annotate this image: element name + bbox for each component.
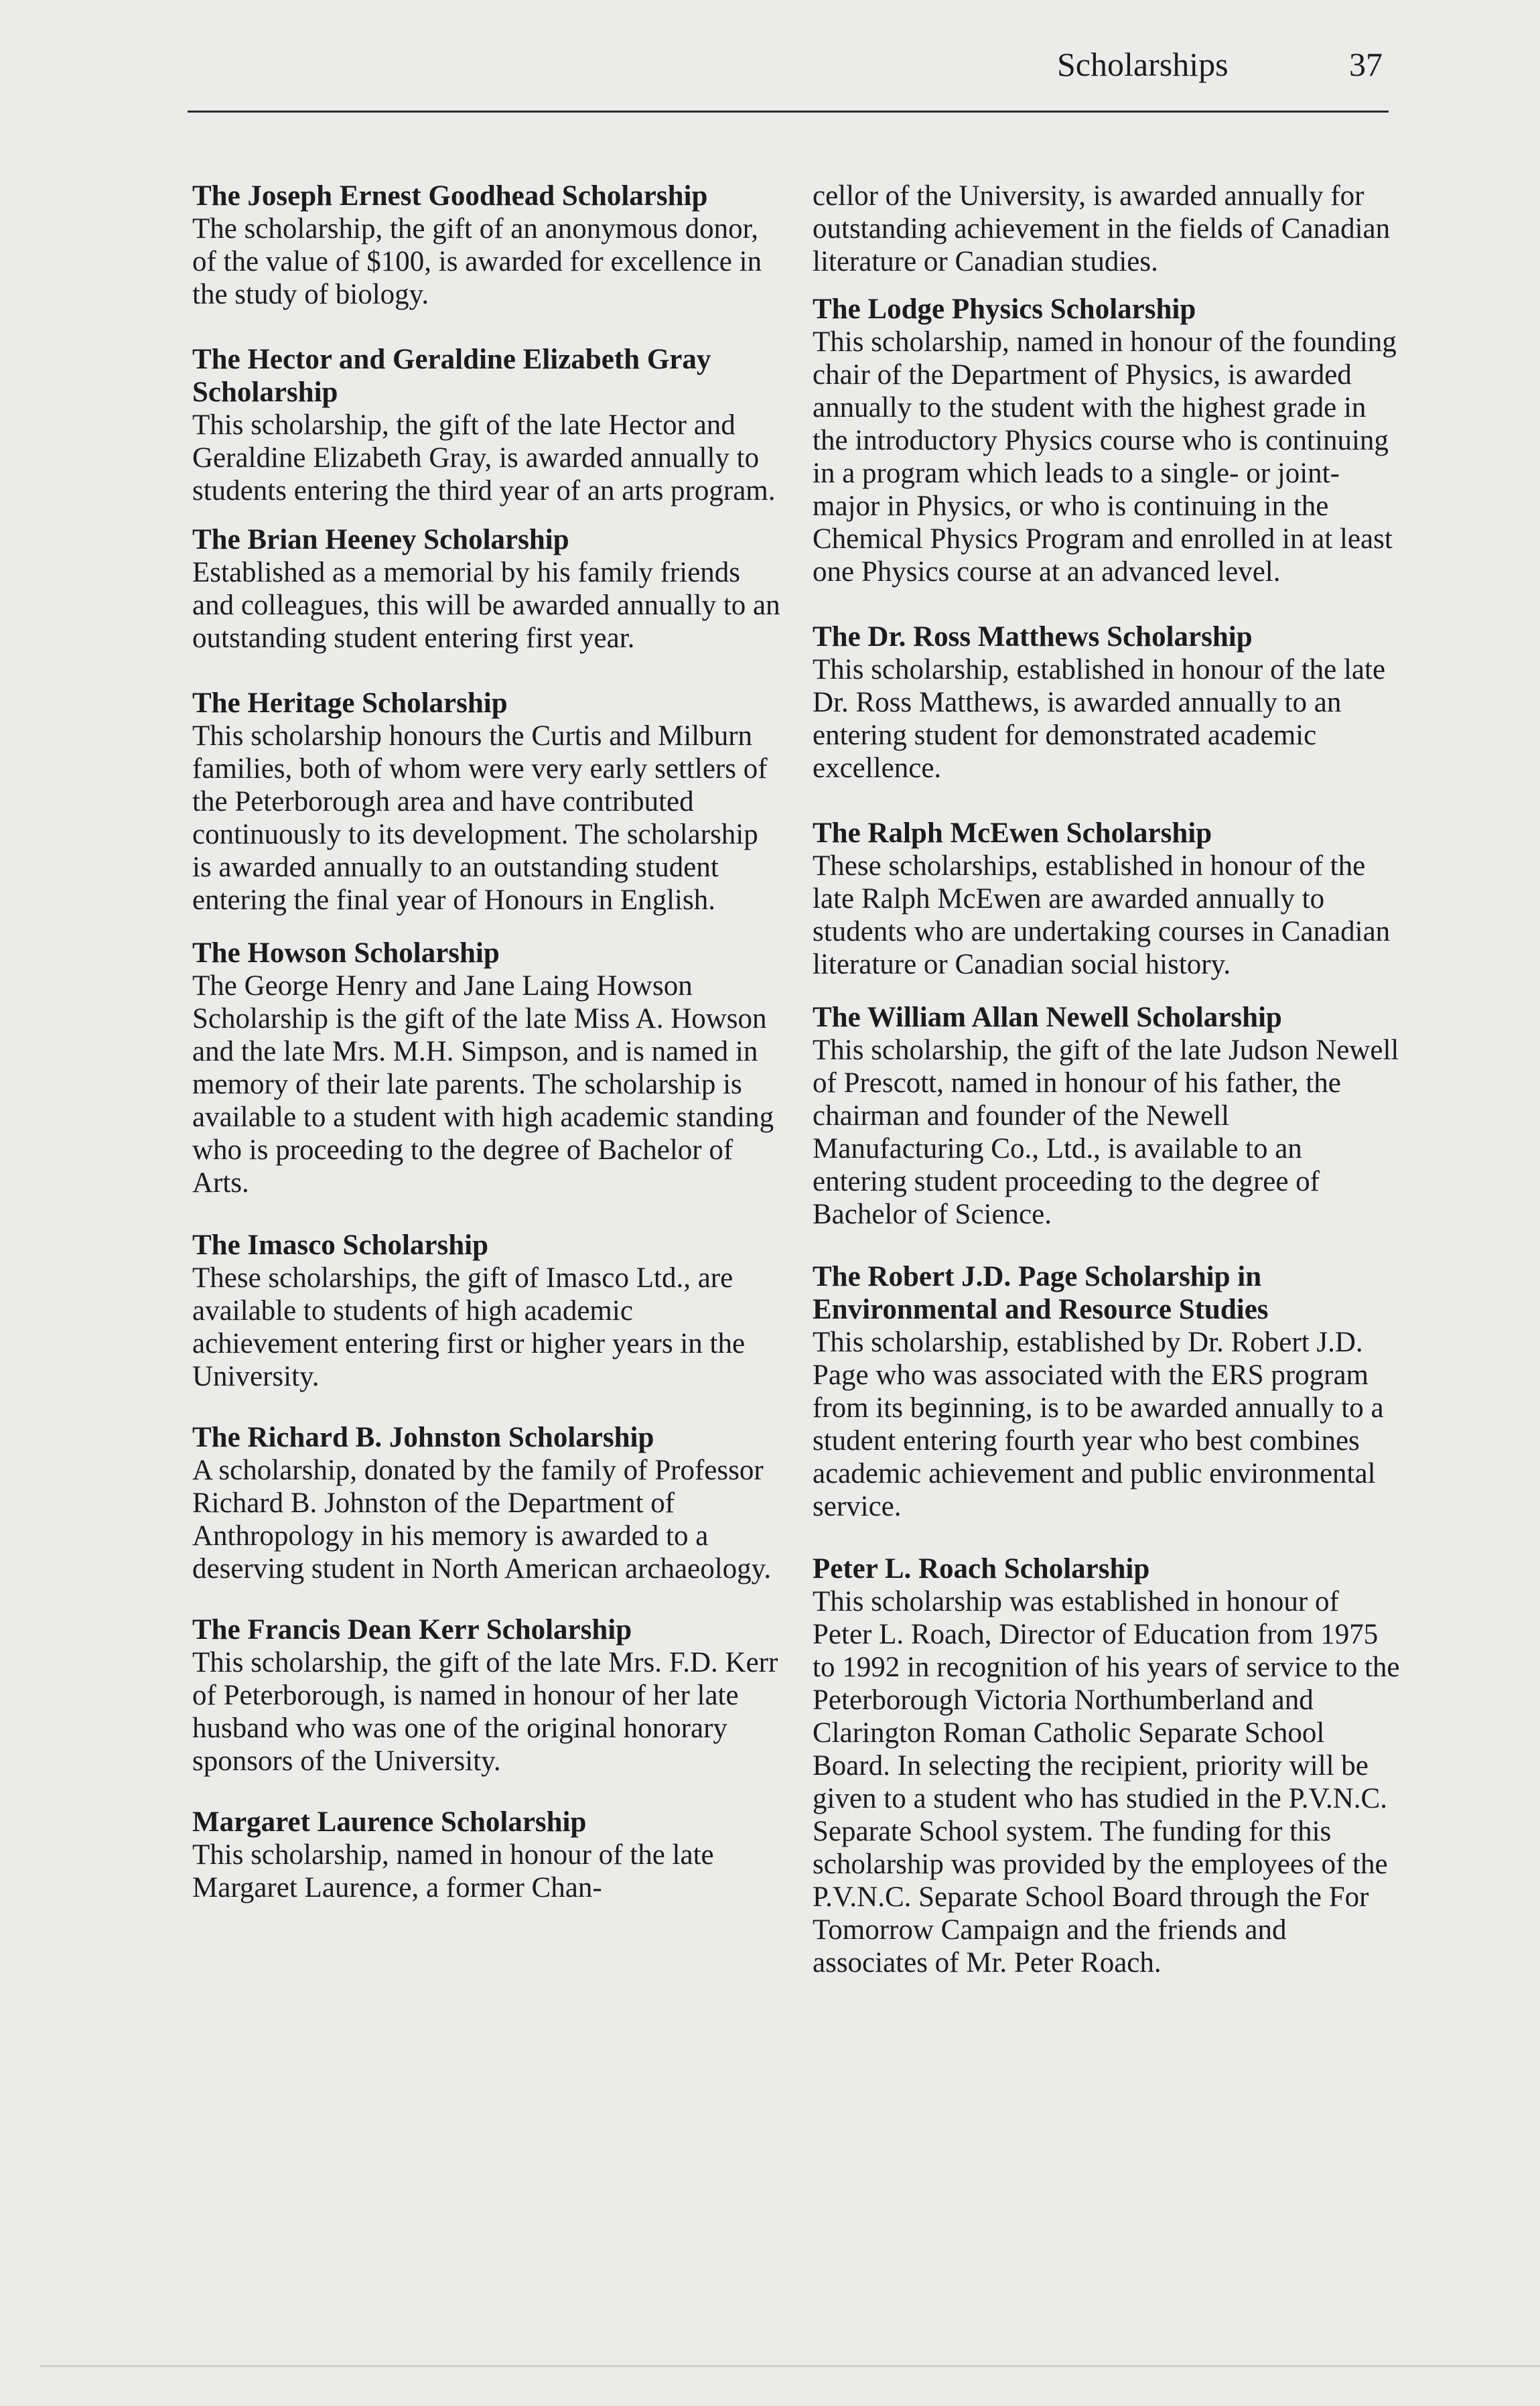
page-edge-line — [40, 2365, 1540, 2367]
scholarship-entry-imasco — [192, 1229, 782, 1393]
entry-title: The Hector and Geraldine Elizabeth Gray Scholarship — [192, 344, 711, 408]
entry-text: This scholarship, established in honour of the late Dr. Ross Matthews, is awarded annually to an entering student for demonstrated academic excellence. — [813, 654, 1386, 784]
scholarship-entry-lodge — [813, 293, 1402, 588]
entry-text: A scholarship, donated by the family of Professor Richard B. Johnston of the Department of Anthropology in his memory is awarded to a deserving student in North American archaeology. — [192, 1455, 772, 1585]
entry-text — [192, 1839, 782, 1904]
scholarship-entry-laurence — [192, 1806, 782, 1904]
entry-text: This scholarship, the gift of the late Mrs. F.D. Kerr of Peterborough, is named in honour of her late husband who was one of the original honorary sponsors of the University. — [192, 1647, 778, 1777]
entry-text: This scholarship, named in honour of the founding chair of the Department of Physics, is awarded annually to the student with the highest grade in the introductory Physics course who is continuing in a program which leads to a single- or joint-major in Physics, or who is continuing in the Chemical Physics Program and enrolled in at least one Physics course at an advanced level. — [813, 326, 1397, 588]
entry-text: This scholarship, the gift of the late Hector and Geraldine Elizabeth Gray, is awarded annually to students entering the third year of an arts program. — [192, 409, 776, 507]
entry-text-part-2: cellor of the University, is awarded annually for outstanding achievement in the fields of Canadian literature or Canadian studies. — [813, 180, 1391, 277]
entry-title: The Richard B. Johnston Scholarship — [192, 1422, 654, 1453]
scholarship-entry-johnston — [192, 1421, 782, 1585]
entry-text: The scholarship, the gift of an anonymous donor, of the value of $100, is awarded for excellence in the study of biology. — [192, 213, 762, 310]
page-number: 37 — [1349, 46, 1383, 83]
scholarship-entry-laurence-continued — [813, 180, 1402, 278]
entry-text: This scholarship was established in honour of Peter L. Roach, Director of Education from 1975 to 1992 in recognition of his years of service to the Peterborough Victoria Northumberland and Clarington Roman Catholic Separate School Board. In selecting the recipient, priority will be given to a student who has studied in the P.V.N.C. Separate School system. The funding for this scholarship was provided by the employees of the P.V.N.C. Separate School Board through the For Tomorrow Campaign and the friends and associates of Mr. Peter Roach. — [813, 1586, 1400, 1979]
entry-title: The Imasco Scholarship — [192, 1229, 489, 1261]
entry-title: Peter L. Roach Scholarship — [813, 1553, 1150, 1585]
right-column — [813, 180, 1402, 1979]
scholarship-entry-newell — [813, 1001, 1402, 1231]
entry-text: This scholarship, the gift of the late Judson Newell of Prescott, named in honour of his father, the chairman and founder of the Newell Manufacturing Co., Ltd., is available to an entering student proceeding to the degree of Bachelor of Science. — [813, 1034, 1399, 1230]
scholarship-entry-matthews — [813, 620, 1402, 785]
entry-title: The Howson Scholarship — [192, 937, 500, 969]
scholarship-entry-mcewen — [813, 817, 1402, 981]
entry-title: The William Allan Newell Scholarship — [813, 1002, 1282, 1033]
scholarship-entry-howson — [192, 937, 782, 1199]
entry-title: The Francis Dean Kerr Scholarship — [192, 1614, 632, 1646]
header-rule — [188, 111, 1389, 113]
entry-title: The Heritage Scholarship — [192, 687, 508, 719]
entry-text: These scholarships, established in honour of the late Ralph McEwen are awarded annually to students who are undertaking courses in Canadian literature or Canadian social history. — [813, 850, 1391, 980]
entry-title: Margaret Laurence Scholarship — [192, 1806, 587, 1838]
entry-text: Established as a memorial by his family friends and colleagues, this will be awarded annually to an outstanding student entering first year. — [192, 557, 780, 654]
entry-text: This scholarship honours the Curtis and Milburn families, both of whom were very early settlers of the Peterborough area and have contributed continuously to its development. The scholarship is awarded annually to an outstanding student entering the final year of Honours in English. — [192, 720, 768, 916]
scholarship-entry-roach — [813, 1552, 1402, 1979]
scholarship-entry-gray — [192, 343, 782, 507]
scholarship-entry-heeney — [192, 523, 782, 655]
entry-text: These scholarships, the gift of Imasco Ltd., are available to students of high academic achievement entering first or higher years in the University. — [192, 1262, 746, 1392]
running-header-section: Scholarships — [1057, 46, 1229, 83]
scholarship-entry-kerr — [192, 1613, 782, 1778]
entry-text: The George Henry and Jane Laing Howson Scholarship is the gift of the late Miss A. Howson and the late Mrs. M.H. Simpson, and is named in memory of their late parents. The scholarship is available to a student with high academic standing who is proceeding to the degree of Bachelor of Arts. — [192, 970, 774, 1199]
entry-text: This scholarship, established by Dr. Robert J.D. Page who was associated with the ERS program from its beginning, is to be awarded annually to a student entering fourth year who best combines academic achievement and public environmental service. — [813, 1327, 1384, 1522]
entry-title: The Dr. Ross Matthews Scholarship — [813, 621, 1253, 653]
entry-title: The Robert J.D. Page Scholarship in Environmental and Resource Studies — [813, 1261, 1269, 1325]
entry-title: The Lodge Physics Scholarship — [813, 293, 1196, 325]
scholarship-entry-page — [813, 1260, 1402, 1523]
left-column — [192, 180, 782, 1904]
scholarship-entry-goodhead — [192, 180, 782, 311]
entry-title: The Joseph Ernest Goodhead Scholarship — [192, 180, 708, 212]
scholarship-entry-heritage — [192, 687, 782, 917]
entry-title: The Brian Heeney Scholarship — [192, 524, 569, 555]
entry-text-part-1: This scholarship, named in honour of the late Margaret Laurence, a former Chan- — [192, 1839, 714, 1903]
entry-title: The Ralph McEwen Scholarship — [813, 817, 1212, 849]
